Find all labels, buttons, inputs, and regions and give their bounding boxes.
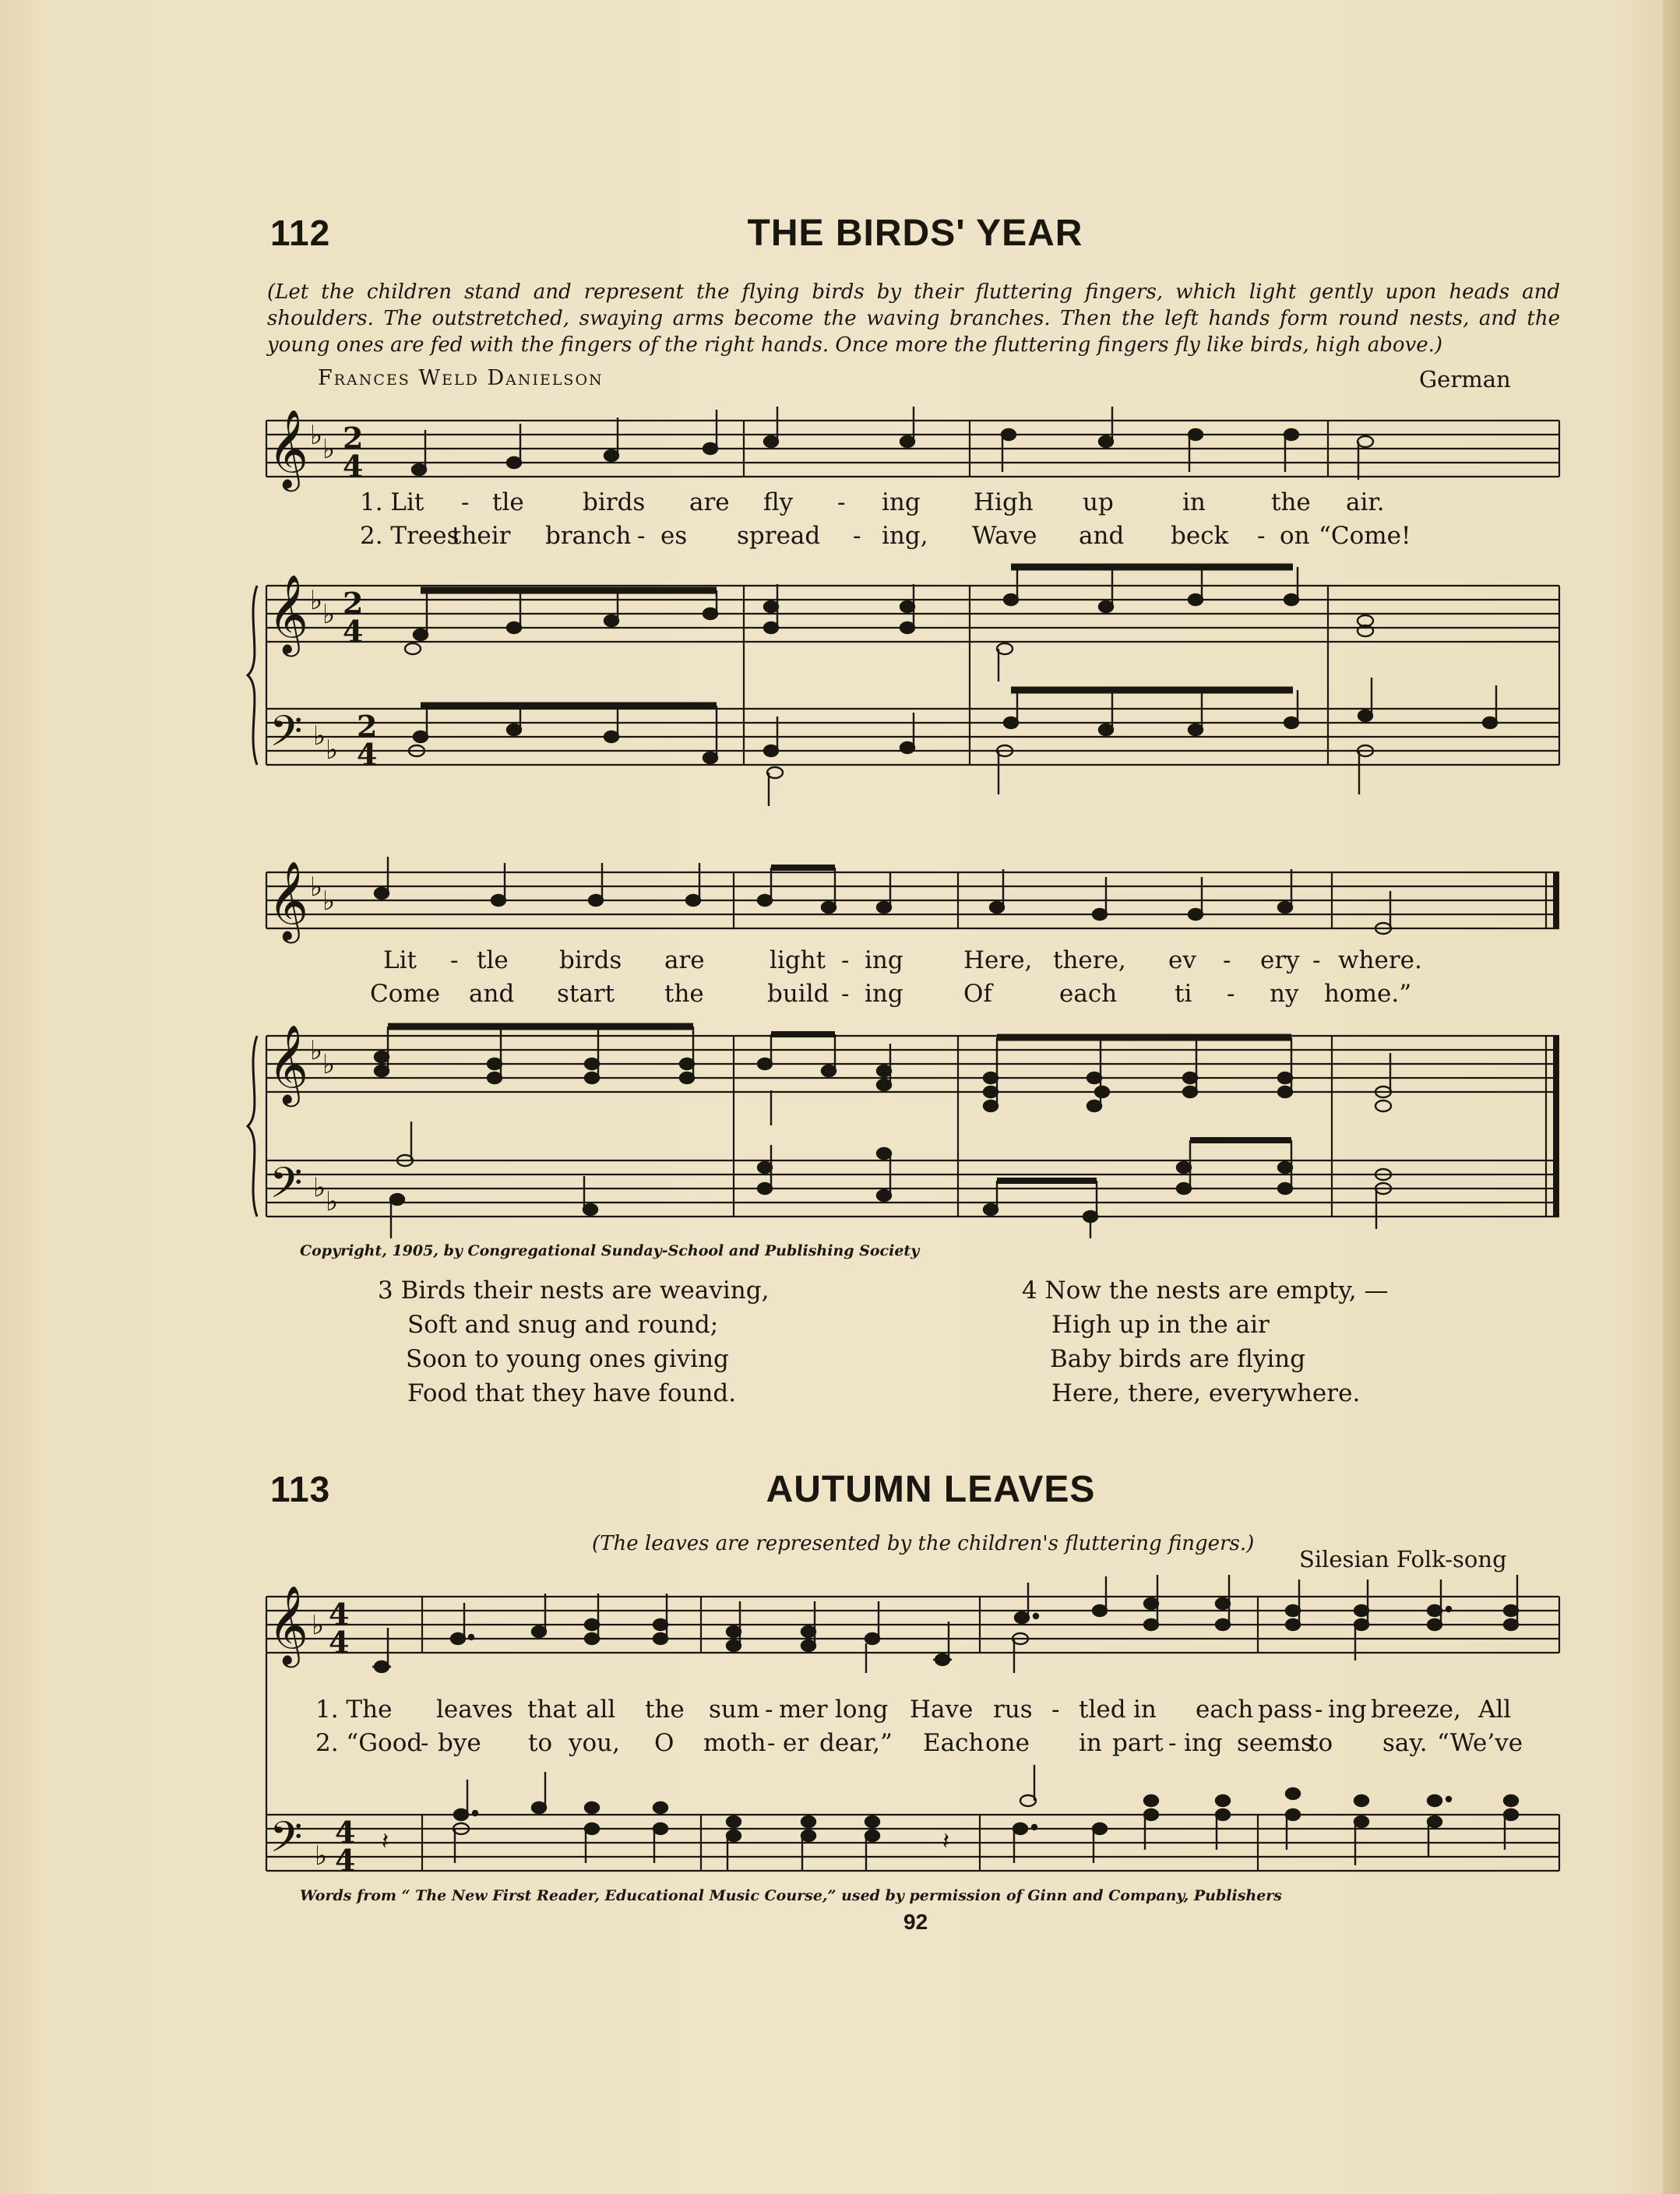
svg-text:♭: ♭ [322,886,336,917]
svg-text:4: 4 [343,449,364,484]
svg-text:4: 4 [335,1815,356,1850]
svg-text:♭: ♭ [322,1049,336,1080]
svg-text:♭: ♭ [313,720,326,752]
author-credit: Frances Weld Danielson [318,366,604,390]
song-instruction-112: (Let the children stand and represent the flying birds by their fluttering fingers, which light gently upon heads and shoulders. The outstretched, swaying arms become the waving branches. Then the left hands form round nests, and the young ones are fed with the fingers of the right hands. Once more the fluttering fingers fly like birds, high above.) [267,280,1560,357]
source-credit-german: German [1419,366,1511,393]
svg-text:4: 4 [329,1597,350,1632]
svg-text:♭: ♭ [326,734,339,766]
svg-text:♭: ♭ [310,420,323,451]
bass-notes [453,1765,1518,1871]
lyrics-s2-verse1: Lit - tle birds are light - ing Here, there, ev - ery - where. [383,946,1422,974]
song-number-112: 112 [270,213,331,253]
lyrics-113-verse1: 1. The leaves that all the sum - mer long Have rus - tled in each pass - ing breeze, All [315,1696,1512,1724]
svg-text:4: 4 [343,614,364,649]
svg-text:♭: ♭ [310,872,323,903]
voice-notes [412,407,1373,480]
bass-clef-icon: 𝄢 [269,1812,303,1872]
treble-clef-icon: 𝄞 [268,860,309,940]
treble-clef-icon: 𝄞 [268,408,309,488]
lyrics-s2-verse2: Come and start the build - ing Of each ti - ny home.” [370,980,1412,1008]
svg-text:4: 4 [357,737,378,772]
svg-text:♭: ♭ [322,599,336,630]
copyright-notice: Copyright, 1905, by Congregational Sunday-School and Publishing Society [300,1242,920,1259]
music-system-2 [257,857,1566,1246]
svg-text:𝄽: 𝄽 [942,1828,950,1855]
lyrics-s1-verse2: 2. Trees their branch - es spread - ing, Wave and beck - on “Come! [360,522,1411,550]
piano-treble-notes [405,567,1373,681]
svg-text:♭: ♭ [326,1186,339,1217]
lyrics-113-verse2: 2. “Good - bye to you, O moth - er dear,” Each one in part - ing seems to say. “We’ve [315,1729,1523,1757]
svg-text:2: 2 [357,709,378,744]
song-title-birds-year: THE BIRDS' YEAR [747,213,1083,254]
piano-bass-notes [409,678,1497,806]
bass-clef-icon: 𝄢 [269,1158,303,1218]
stanza-3: 3 Birds their nests are weaving, Soft and snug and round; Soon to young ones giving Food that they have found. [378,1277,770,1407]
song-instruction-113: (The leaves are represented by the children's fluttering fingers.) [592,1532,1255,1555]
treble-clef-icon: 𝄞 [268,1023,309,1104]
lyrics-s1-verse1: 1. Lit - tle birds are fly - ing High up in the air. [360,488,1385,516]
words-footnote: Words from “ The New First Reader, Educational Music Course,” used by permission of Ginn and Company, Publishers [300,1887,1283,1904]
treble-clef-icon: 𝄞 [268,573,309,653]
svg-text:♭: ♭ [322,434,336,465]
svg-text:𝄽: 𝄽 [382,1828,389,1855]
song-title-autumn-leaves: AUTUMN LEAVES [766,1469,1096,1510]
svg-text:4: 4 [335,1843,356,1878]
svg-text:4: 4 [329,1625,350,1660]
svg-text:♭: ♭ [315,1840,328,1872]
piano-treble-staff [266,1036,1559,1092]
treble-clef-icon: 𝄞 [268,1584,309,1664]
voice-notes [375,857,1391,934]
music-system-1 [257,405,1566,810]
voice-staff [266,872,1559,928]
stanza-4: 4 Now the nests are empty, — High up in the air Baby birds are flying Here, there, everywhere. [1022,1277,1389,1407]
page-number: 92 [903,1910,928,1934]
bass-clef-icon: 𝄢 [269,706,303,766]
svg-text:♭: ♭ [310,585,323,616]
source-credit-silesian: Silesian Folk-song [1299,1546,1507,1572]
song-number-113: 113 [270,1469,331,1509]
piano-treble-notes [375,1027,1391,1125]
svg-text:2: 2 [343,586,364,621]
svg-text:♭: ♭ [313,1172,326,1203]
svg-text:2: 2 [343,421,364,456]
piano-bass-notes [390,1122,1391,1238]
svg-text:♭: ♭ [310,1035,323,1066]
piano-bass-staff [266,1160,1559,1217]
page-edge [1663,0,1680,2194]
svg-text:♭: ♭ [312,1610,325,1641]
